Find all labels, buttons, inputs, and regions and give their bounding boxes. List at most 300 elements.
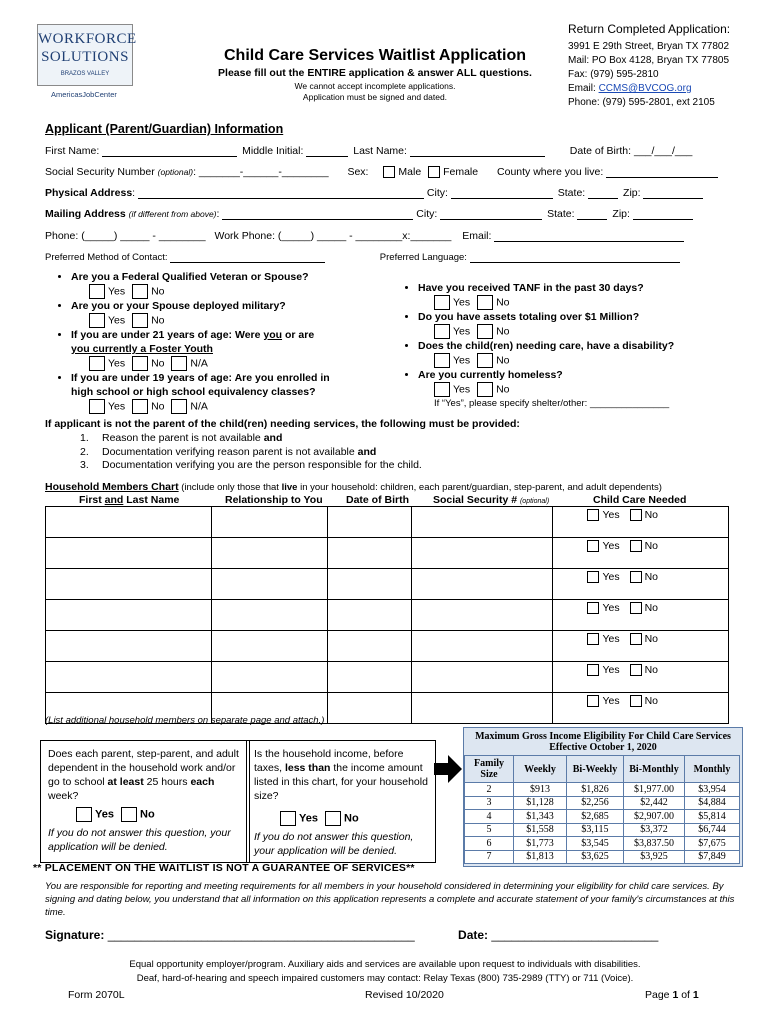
childcare-needed-cell xyxy=(553,693,729,724)
household-cell[interactable] xyxy=(46,631,212,662)
nonparent-text-3: Documentation verifying you are the person responsible for the child. xyxy=(102,459,422,471)
income-cell: $4,884 xyxy=(685,796,740,810)
foster-options xyxy=(89,356,397,371)
question-disability-text: Does the child(ren) needing care, have a disability? xyxy=(418,340,675,352)
income-options xyxy=(280,811,428,826)
question-foster-text-2: or are xyxy=(282,329,315,341)
logo-partner: AmericasJobCenter xyxy=(51,90,117,99)
foster-na-label: N/A xyxy=(190,357,208,370)
signature-field[interactable]: ______________________________________________ xyxy=(107,928,415,942)
header-note-2: Application must be signed and dated. xyxy=(302,92,448,102)
col-ssn-header xyxy=(433,494,549,506)
household-cell[interactable] xyxy=(327,662,411,693)
household-heading-row xyxy=(45,481,662,493)
return-info xyxy=(568,22,768,110)
first-name-field[interactable] xyxy=(102,145,237,157)
col-ssn-label: Social Security # xyxy=(433,494,518,506)
enrolled-options xyxy=(89,399,397,414)
foster-yes-checkbox[interactable] xyxy=(89,356,105,371)
nonparent-heading: If applicant is not the parent of the child(ren) needing services, the following must be provided: xyxy=(45,418,520,430)
veteran-options xyxy=(89,284,397,299)
nonparent-num-3: 3. xyxy=(80,459,89,471)
household-header-row xyxy=(45,494,735,506)
physical-address-field[interactable] xyxy=(138,187,424,199)
income-cell: $6,744 xyxy=(685,823,740,837)
footer-relay: Deaf, hard-of-hearing and speech impaired customers may contact: Relay Texas (800) 735-2989 (TTY) or 711 (Voice). xyxy=(136,973,634,984)
mailing-state-label: State: xyxy=(547,208,575,220)
enrolled-yes-checkbox[interactable] xyxy=(89,399,105,414)
nonparent-and-2: and xyxy=(357,445,377,458)
income-header-family xyxy=(465,756,514,783)
mailing-zip-label: Zip: xyxy=(612,208,630,220)
work-phone-field[interactable]: (_____) _____ - ________x:_______ xyxy=(277,230,452,242)
table-row xyxy=(46,600,729,631)
question-foster-text-1: If you are under 21 years of age: Were xyxy=(71,329,264,341)
mailing-note: (if different from above) xyxy=(128,209,217,219)
income-table-row xyxy=(465,823,740,837)
income-cell: $3,925 xyxy=(624,850,685,864)
income-header-weekly: Weekly xyxy=(514,756,567,783)
homeless-no-checkbox[interactable] xyxy=(477,382,493,397)
childcare-yes-checkbox[interactable] xyxy=(587,509,599,521)
page-total: 1 xyxy=(692,989,699,1001)
logo xyxy=(37,24,137,100)
income-cell: $1,343 xyxy=(514,810,567,824)
date-label: Date: xyxy=(458,928,489,942)
income-table-row xyxy=(465,850,740,864)
foster-yes-label: Yes xyxy=(108,357,126,370)
sex-label: Sex: xyxy=(347,166,369,178)
household-cell[interactable] xyxy=(411,569,553,600)
household-cell[interactable] xyxy=(212,538,328,569)
deployed-options xyxy=(89,313,397,328)
household-cell[interactable] xyxy=(411,538,553,569)
income-cell: $7,849 xyxy=(685,850,740,864)
table-row xyxy=(46,662,729,693)
household-heading: Household Members Chart xyxy=(45,481,179,493)
form-number: Form 2070L xyxy=(68,989,125,1001)
county-field[interactable] xyxy=(606,166,718,178)
tanf-yes-checkbox[interactable] xyxy=(434,295,450,310)
mailing-state-field[interactable] xyxy=(577,208,607,220)
logo-line1: WORKFORCE xyxy=(38,31,137,47)
childcare-needed-cell xyxy=(553,569,729,600)
table-row xyxy=(46,569,729,600)
income-header-monthly: Monthly xyxy=(685,756,740,783)
veteran-yes-checkbox[interactable] xyxy=(89,284,105,299)
physical-address-label: Physical Address xyxy=(45,187,133,199)
question-homeless xyxy=(418,368,744,382)
childcare-needed-cell xyxy=(553,631,729,662)
nonparent-item-1 xyxy=(80,432,422,446)
childcare-needed-cell xyxy=(553,538,729,569)
page-of: of xyxy=(678,989,693,1001)
return-email-row xyxy=(568,82,768,96)
col-ssn-optional: (optional) xyxy=(519,498,550,505)
email-field[interactable] xyxy=(494,230,684,242)
income-cell: $913 xyxy=(514,783,567,797)
foster-no-checkbox[interactable] xyxy=(132,356,148,371)
assets-yes-label: Yes xyxy=(453,325,471,338)
question-foster xyxy=(71,328,397,356)
income-cell: $3,372 xyxy=(624,823,685,837)
household-cell[interactable] xyxy=(327,631,411,662)
ssn-optional: (optional) xyxy=(157,167,194,177)
childcare-no-checkbox[interactable] xyxy=(630,695,642,707)
household-footnote: (List additional household members on separate page and attach.) xyxy=(45,715,325,726)
phone-field[interactable]: (_____) _____ - ________ xyxy=(81,230,206,242)
income-cell: $1,813 xyxy=(514,850,567,864)
income-cell: $1,558 xyxy=(514,823,567,837)
box1-text-2: 25 hours xyxy=(143,776,191,788)
question-deployed-text: Are you or your Spouse deployed military? xyxy=(71,300,286,312)
household-cell[interactable] xyxy=(411,693,553,724)
disability-no-label: No xyxy=(496,354,510,367)
childcare-needed-cell xyxy=(553,662,729,693)
household-cell[interactable] xyxy=(327,693,411,724)
return-fax: Fax: (979) 595-2810 xyxy=(568,69,659,80)
state-field[interactable] xyxy=(588,187,618,199)
question-enrolled xyxy=(71,371,397,399)
logo-region: BRAZOS VALLEY xyxy=(60,71,110,77)
homeless-options xyxy=(434,382,744,397)
male-label: Male xyxy=(398,166,422,178)
male-checkbox[interactable] xyxy=(383,166,395,178)
last-name-field[interactable] xyxy=(410,145,545,157)
nonparent-list xyxy=(80,432,422,473)
family-size-cell: 5 xyxy=(465,823,514,837)
homeless-note[interactable]: If “Yes”, please specify shelter/other: _______________ xyxy=(434,398,670,409)
female-checkbox[interactable] xyxy=(428,166,440,178)
question-tanf xyxy=(418,281,744,295)
tanf-no-checkbox[interactable] xyxy=(477,295,493,310)
income-cell: $1,826 xyxy=(567,783,624,797)
household-cell[interactable] xyxy=(212,662,328,693)
income-cell: $2,907.00 xyxy=(624,810,685,824)
col-name-first: First xyxy=(79,494,105,506)
disability-yes-checkbox[interactable] xyxy=(434,353,450,368)
household-cell[interactable] xyxy=(46,538,212,569)
family-size-cell: 4 xyxy=(465,810,514,824)
mailing-colon: : xyxy=(216,208,220,220)
income-table-row xyxy=(465,783,740,797)
veteran-yes-label: Yes xyxy=(108,285,126,298)
arrow-right-icon xyxy=(434,752,464,786)
income-cell: $2,685 xyxy=(567,810,624,824)
footer-eeo: Equal opportunity employer/program. Auxiliary aids and services are available upon request to individuals with disabilities. xyxy=(129,959,641,970)
work-school-options xyxy=(76,807,242,822)
childcare-no-checkbox[interactable] xyxy=(630,602,642,614)
city-field[interactable] xyxy=(451,187,553,199)
income-header-bimonthly: Bi-Monthly xyxy=(624,756,685,783)
income-no-checkbox[interactable] xyxy=(325,811,341,826)
box1-text-3: week? xyxy=(48,790,79,802)
question-disability xyxy=(418,339,744,353)
enrolled-na-checkbox[interactable] xyxy=(171,399,187,414)
household-table xyxy=(45,506,729,724)
enrolled-no-checkbox[interactable] xyxy=(132,399,148,414)
email-label: Email: xyxy=(462,230,492,242)
foster-na-checkbox[interactable] xyxy=(171,356,187,371)
income-cell: $3,837.50 xyxy=(624,837,685,851)
income-cell: $7,675 xyxy=(685,837,740,851)
questions-left xyxy=(57,270,397,414)
household-cell[interactable] xyxy=(212,507,328,538)
veteran-no-checkbox[interactable] xyxy=(132,284,148,299)
homeless-yes-checkbox[interactable] xyxy=(434,382,450,397)
income-table-header xyxy=(465,756,740,783)
family-size-cell: 2 xyxy=(465,783,514,797)
childcare-no-label: No xyxy=(644,602,659,614)
household-cell[interactable] xyxy=(46,600,212,631)
tanf-no-label: No xyxy=(496,296,510,309)
page-subtitle: Please fill out the ENTIRE application & answer ALL questions. xyxy=(218,67,532,79)
date-field[interactable]: _________________________ xyxy=(491,928,659,942)
income-eligibility-chart xyxy=(463,727,743,867)
income-cell: $5,814 xyxy=(685,810,740,824)
mailing-city-field[interactable] xyxy=(440,208,542,220)
income-cell: $1,773 xyxy=(514,837,567,851)
childcare-yes-checkbox[interactable] xyxy=(587,602,599,614)
childcare-yes-label: Yes xyxy=(602,571,620,583)
family-size-cell: 6 xyxy=(465,837,514,851)
childcare-yes-checkbox[interactable] xyxy=(587,633,599,645)
first-name-label: First Name: xyxy=(45,145,100,157)
female-label: Female xyxy=(443,166,479,178)
income-yes-label: Yes xyxy=(299,812,318,825)
childcare-needed-cell xyxy=(553,507,729,538)
household-cell[interactable] xyxy=(212,600,328,631)
work-school-note: If you do not answer this question, your application will be denied. xyxy=(48,827,231,853)
table-row xyxy=(46,507,729,538)
col-childcare-header: Child Care Needed xyxy=(593,494,687,506)
ssn-label: Social Security Number xyxy=(45,166,155,178)
return-heading: Return Completed Application: xyxy=(568,22,731,36)
logo-box xyxy=(37,24,137,86)
return-phone: Phone: (979) 595-2801, ext 2105 xyxy=(568,97,715,108)
placement-notice: ** PLACEMENT ON THE WAITLIST IS NOT A GUARANTEE OF SERVICES** xyxy=(33,862,415,874)
middle-initial-field[interactable] xyxy=(306,145,348,157)
income-table-row xyxy=(465,837,740,851)
household-cell[interactable] xyxy=(411,507,553,538)
revision-date: Revised 10/2020 xyxy=(365,989,444,1001)
deployed-yes-checkbox[interactable] xyxy=(89,313,105,328)
nonparent-item-2 xyxy=(80,446,422,460)
box1-bold-1: at least xyxy=(107,776,144,788)
pref-contact-field[interactable] xyxy=(170,253,325,263)
childcare-no-checkbox[interactable] xyxy=(630,509,642,521)
childcare-yes-label: Yes xyxy=(602,509,620,521)
questions-right xyxy=(404,281,744,411)
logo-line2: SOLUTIONS xyxy=(41,49,129,65)
question-homeless-text: Are you currently homeless? xyxy=(418,369,563,381)
return-email-label: Email: xyxy=(568,83,599,94)
dob-field[interactable]: ___/___/___ xyxy=(633,145,693,157)
page-current: 1 xyxy=(672,989,679,1001)
state-label: State: xyxy=(557,187,586,199)
income-cell: $2,256 xyxy=(567,796,624,810)
income-table-row xyxy=(465,796,740,810)
childcare-yes-label: Yes xyxy=(602,695,620,707)
work-school-no-checkbox[interactable] xyxy=(121,807,137,822)
mailing-zip-field[interactable] xyxy=(633,208,693,220)
row-phone xyxy=(45,230,735,242)
question-tanf-text: Have you received TANF in the past 30 days? xyxy=(418,282,644,294)
assets-options xyxy=(434,324,744,339)
childcare-yes-label: Yes xyxy=(602,602,620,614)
household-cell[interactable] xyxy=(327,538,411,569)
childcare-no-label: No xyxy=(644,695,659,707)
tanf-yes-label: Yes xyxy=(453,296,471,309)
col-dob-header: Date of Birth xyxy=(346,494,409,506)
income-yes-checkbox[interactable] xyxy=(280,811,296,826)
disability-no-checkbox[interactable] xyxy=(477,353,493,368)
row-preferences xyxy=(45,252,735,263)
family-size-cell: 3 xyxy=(465,796,514,810)
household-cell[interactable] xyxy=(411,662,553,693)
household-cell[interactable] xyxy=(212,569,328,600)
box1-text-1: Does each parent, step-parent, and adult dependent in the household work and/or go to school xyxy=(48,748,239,788)
question-veteran xyxy=(71,270,397,284)
household-cell[interactable] xyxy=(327,507,411,538)
question-deployed xyxy=(71,299,397,313)
assets-no-checkbox[interactable] xyxy=(477,324,493,339)
box2-text-2: the income amount listed in this chart, for your household size? xyxy=(254,762,428,802)
disability-options xyxy=(434,353,744,368)
childcare-yes-checkbox[interactable] xyxy=(587,540,599,552)
homeless-yes-label: Yes xyxy=(453,383,471,396)
deployed-yes-label: Yes xyxy=(108,314,126,327)
work-school-yes-checkbox[interactable] xyxy=(76,807,92,822)
veteran-no-label: No xyxy=(151,285,165,298)
income-box xyxy=(246,740,436,863)
question-assets-text: Do you have assets totaling over $1 Million? xyxy=(418,311,640,323)
childcare-no-checkbox[interactable] xyxy=(630,633,642,645)
enrolled-no-label: No xyxy=(151,400,165,413)
childcare-no-checkbox[interactable] xyxy=(630,664,642,676)
mailing-address-field[interactable] xyxy=(222,208,413,220)
row-ssn xyxy=(45,166,735,178)
household-cell[interactable] xyxy=(411,600,553,631)
family-size-cell: 7 xyxy=(465,850,514,864)
childcare-no-label: No xyxy=(644,540,659,552)
question-foster-you: you xyxy=(263,329,283,341)
nonparent-text-1: Reason the parent is not available xyxy=(102,432,264,444)
deployed-no-label: No xyxy=(151,314,165,327)
work-school-box xyxy=(40,740,250,863)
childcare-no-label: No xyxy=(644,664,659,676)
box2-text-1: Is the household income, before taxes, xyxy=(254,748,404,774)
income-table-row xyxy=(465,810,740,824)
homeless-no-label: No xyxy=(496,383,510,396)
work-school-yes-label: Yes xyxy=(95,808,114,821)
income-cell: $3,625 xyxy=(567,850,624,864)
question-enrolled-text-1: If you are under 19 years of age: Are you enrolled in xyxy=(71,372,330,384)
household-cell[interactable] xyxy=(212,631,328,662)
childcare-yes-label: Yes xyxy=(602,633,620,645)
zip-field[interactable] xyxy=(643,187,703,199)
question-veteran-text: Are you a Federal Qualified Veteran or Spouse? xyxy=(71,271,309,283)
household-cell[interactable] xyxy=(46,569,212,600)
foster-no-label: No xyxy=(151,357,165,370)
income-cell: $1,128 xyxy=(514,796,567,810)
income-question xyxy=(254,747,428,803)
childcare-yes-checkbox[interactable] xyxy=(587,571,599,583)
question-assets xyxy=(418,310,744,324)
household-note-live: live xyxy=(281,482,298,493)
childcare-no-label: No xyxy=(644,571,659,583)
nonparent-and-1: and xyxy=(263,432,283,444)
applicant-heading: Applicant (Parent/Guardian) Information xyxy=(45,122,284,136)
household-cell[interactable] xyxy=(46,662,212,693)
childcare-yes-label: Yes xyxy=(602,540,620,552)
pref-language-label: Preferred Language: xyxy=(379,252,467,263)
return-email-link[interactable]: CCMS@BVCOG.org xyxy=(598,83,692,94)
nonparent-num-1: 1. xyxy=(80,432,89,444)
nonparent-num-2: 2. xyxy=(80,445,89,458)
childcare-no-label: No xyxy=(644,633,659,645)
household-cell[interactable] xyxy=(411,631,553,662)
household-cell[interactable] xyxy=(327,569,411,600)
childcare-no-checkbox[interactable] xyxy=(630,540,642,552)
tanf-options xyxy=(434,295,744,310)
income-header-biweekly: Bi-Weekly xyxy=(567,756,624,783)
household-note-1: (include only those that xyxy=(178,482,282,493)
city-label: City: xyxy=(426,187,448,199)
household-cell[interactable] xyxy=(327,600,411,631)
row-mailing xyxy=(45,208,735,220)
pref-language-field[interactable] xyxy=(470,253,680,263)
header-note-1: We cannot accept incomplete applications. xyxy=(294,81,456,91)
zip-label: Zip: xyxy=(623,187,641,199)
income-cell: $3,115 xyxy=(567,823,624,837)
childcare-no-checkbox[interactable] xyxy=(630,571,642,583)
pref-contact-label: Preferred Method of Contact: xyxy=(45,252,168,263)
col-name-and: and xyxy=(104,494,124,506)
income-note: If you do not answer this question, your application will be denied. xyxy=(254,831,414,857)
box1-bold-2: each xyxy=(190,776,215,788)
col-relationship-header: Relationship to You xyxy=(225,494,323,506)
table-row xyxy=(46,631,729,662)
question-foster-text-3: you currently a Foster Youth xyxy=(71,343,213,355)
return-address: 3991 E 29th Street, Bryan TX 77802 xyxy=(568,41,730,52)
income-table xyxy=(464,755,740,864)
question-enrolled-text-2: high school or high school equivalency classes? xyxy=(71,386,316,398)
childcare-yes-checkbox[interactable] xyxy=(587,664,599,676)
household-cell[interactable] xyxy=(46,507,212,538)
childcare-yes-checkbox[interactable] xyxy=(587,695,599,707)
assets-no-label: No xyxy=(496,325,510,338)
ssn-field[interactable]: _______-______-________ xyxy=(198,166,329,178)
dob-label: Date of Birth: xyxy=(569,145,632,157)
income-cell: $1,977.00 xyxy=(624,783,685,797)
nonparent-text-2: Documentation verifying reason parent is not available xyxy=(102,445,358,458)
signature-row xyxy=(45,928,735,942)
table-row xyxy=(46,538,729,569)
page-number xyxy=(645,989,699,1001)
box2-bold-1: less than xyxy=(284,762,331,774)
enrolled-na-label: N/A xyxy=(190,400,208,413)
phone-label: Phone: xyxy=(45,230,79,242)
signature-label: Signature: xyxy=(45,928,105,942)
row-physical xyxy=(45,187,735,199)
income-header-family-label: Family Size xyxy=(474,758,504,780)
assets-yes-checkbox[interactable] xyxy=(434,324,450,339)
deployed-no-checkbox[interactable] xyxy=(132,313,148,328)
income-cell: $2,442 xyxy=(624,796,685,810)
childcare-needed-cell xyxy=(553,600,729,631)
income-cell: $3,954 xyxy=(685,783,740,797)
